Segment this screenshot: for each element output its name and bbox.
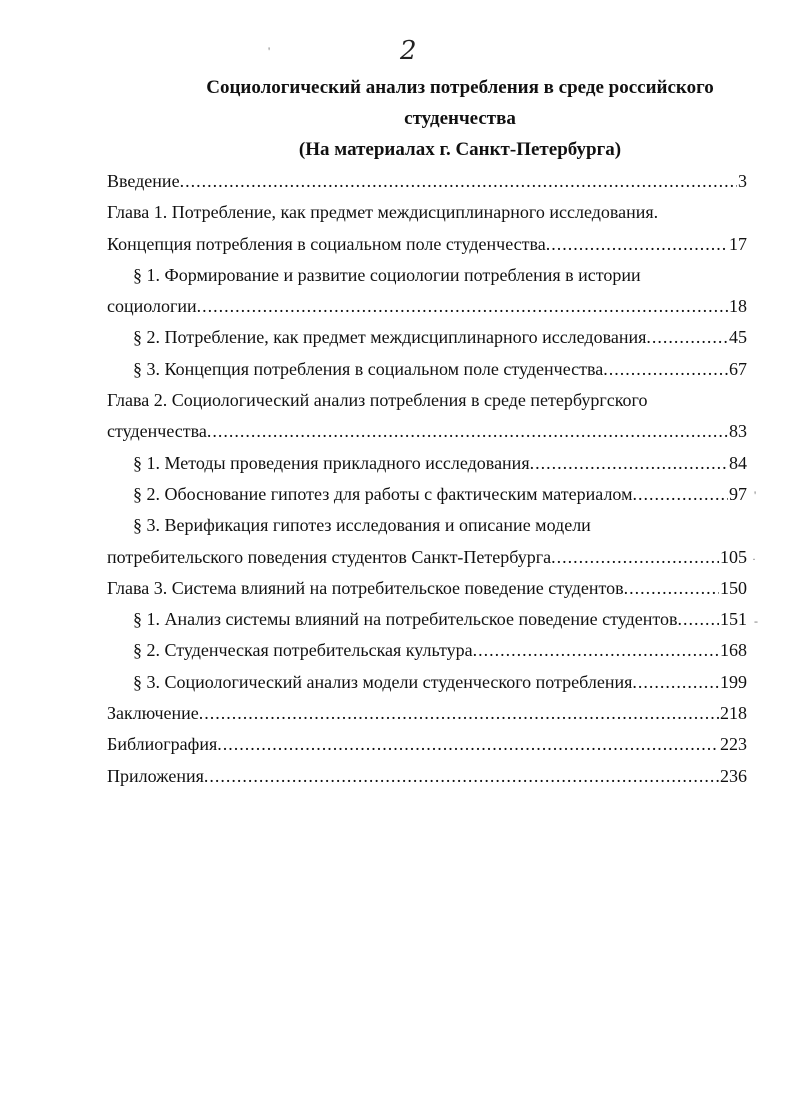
title-line-3: (На материалах г. Санкт-Петербурга): [298, 139, 622, 160]
toc-entry-title: потребительского поведения студентов Санкт-Петербурга .....: [107, 542, 719, 573]
toc-entry-title: социологии .....: [107, 291, 728, 322]
toc-entry: [107, 448, 747, 479]
toc-entry: [107, 698, 747, 729]
toc-entry-title: Глава 3. Система влияний на потребительское поведение студентов .....: [107, 573, 719, 604]
toc-entry-title: § 1. Анализ системы влияний на потребительское поведение студентов .....: [133, 604, 719, 635]
toc-entry-page: 17: [729, 233, 747, 254]
toc-entry: [107, 479, 747, 510]
toc-entry: [107, 291, 747, 322]
toc-entry-page: 84: [729, 452, 747, 473]
toc-entry: [107, 635, 747, 666]
toc-entry-title: Приложения .....: [107, 761, 719, 792]
toc-entry-title: § 1. Методы проведения прикладного исследования .....: [133, 448, 728, 479]
toc-entry-page: 236: [720, 765, 747, 786]
toc-entry-title: Введение .....: [107, 166, 737, 197]
toc-entry-title: Библиография .....: [107, 729, 719, 760]
toc-entry-page: 105: [720, 546, 747, 567]
toc-entry-page: 18: [729, 296, 747, 317]
scan-speck: ·: [752, 552, 756, 566]
toc-entry-page: 168: [720, 640, 747, 661]
toc-entry-title: § 3. Концепция потребления в социальном поле студенчества .....: [133, 354, 728, 385]
toc-entry-page: 151: [720, 609, 747, 630]
toc-entry: [107, 729, 747, 760]
toc-entry-title: Заключение .....: [107, 698, 719, 729]
toc-entry-page: 45: [729, 327, 747, 348]
scan-speck: -: [754, 614, 758, 628]
toc-entry-page: 199: [720, 671, 747, 692]
table-of-contents: [107, 166, 747, 792]
toc-entry: [107, 229, 747, 260]
toc-entry-title: студенчества .....: [107, 416, 728, 447]
scan-speck: ': [268, 44, 271, 58]
toc-line: § 1. Формирование и развитие социологии потребления в истории: [133, 264, 641, 285]
toc-entry-page: 150: [720, 577, 747, 598]
toc-entry-title: § 2. Студенческая потребительская культура .....: [133, 635, 719, 666]
scan-speck: ': [754, 488, 757, 502]
toc-entry: [107, 416, 747, 447]
toc-entry-page: 218: [720, 703, 747, 724]
toc-entry-page: 67: [729, 358, 747, 379]
toc-entry: [107, 604, 747, 635]
toc-entry-title: § 2. Потребление, как предмет междисциплинарного исследования .....: [133, 322, 728, 353]
toc-entry-title: Концепция потребления в социальном поле студенчества .....: [107, 229, 728, 260]
toc-line: § 3. Верификация гипотез исследования и описание модели: [133, 515, 591, 536]
toc-entry: [107, 542, 747, 573]
toc-line: Глава 2. Социологический анализ потребления в среде петербургского: [107, 390, 648, 411]
toc-entry: [107, 166, 747, 197]
toc-entry-title: § 3. Социологический анализ модели студенческого потребления .....: [133, 667, 719, 698]
title-line-2: студенчества: [404, 108, 516, 129]
toc-entry-title: § 2. Обоснование гипотез для работы с фактическим материалом .....: [133, 479, 728, 510]
title-block: [120, 72, 795, 165]
toc-line: Глава 1. Потребление, как предмет междисциплинарного исследования.: [107, 202, 659, 223]
toc-entry: [107, 322, 747, 353]
page-number: 2: [400, 36, 417, 66]
toc-entry-page: 3: [738, 171, 747, 191]
toc-entry: [107, 354, 747, 385]
toc-entry: [107, 667, 747, 698]
toc-entry-page: 83: [729, 421, 747, 442]
toc-entry: [107, 761, 747, 792]
toc-entry: [107, 573, 747, 604]
toc-entry-page: 223: [720, 734, 747, 755]
toc-entry-page: 97: [729, 483, 747, 504]
title-line-1: Социологический анализ потребления в среде российского: [206, 77, 714, 98]
